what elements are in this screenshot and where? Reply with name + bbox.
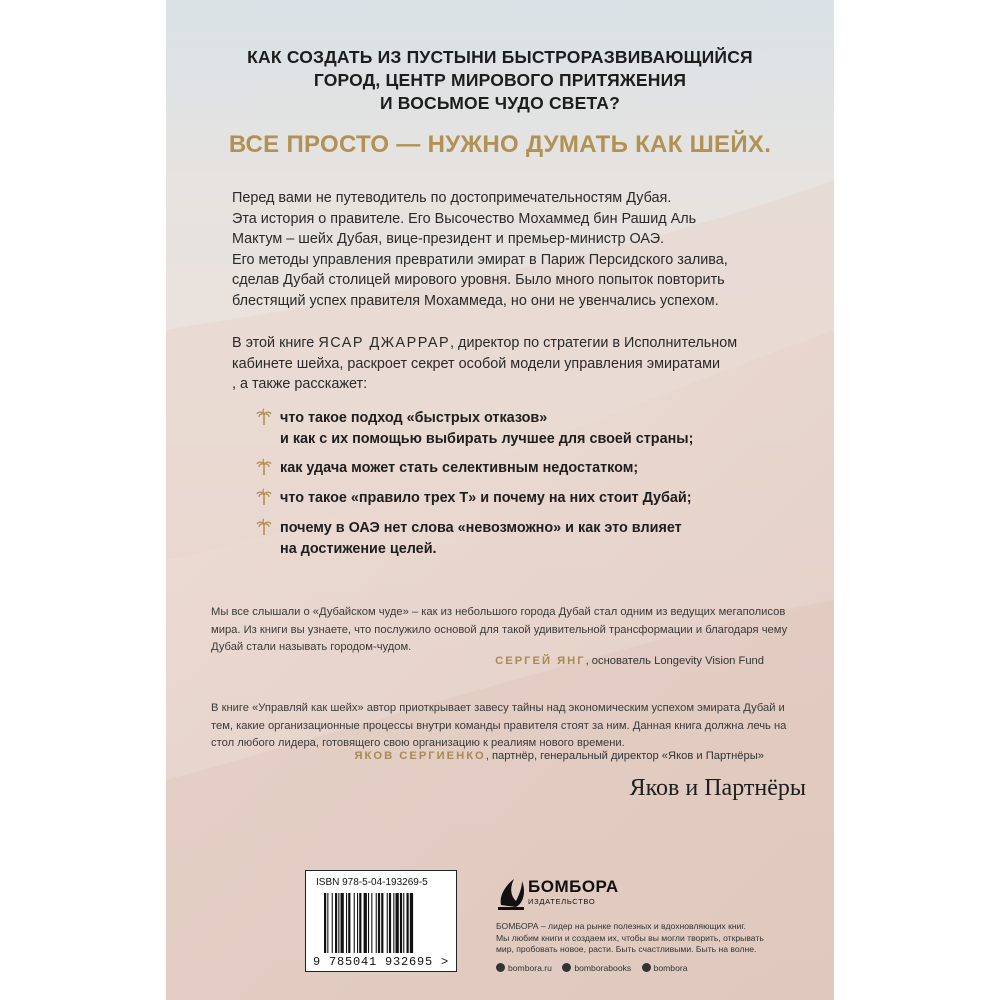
headline-line: КАК СОЗДАТЬ ИЗ ПУСТЫНИ БЫСТРОРАЗВИВАЮЩИЙСЯ [247,47,753,67]
publisher-socials [496,962,688,973]
palm-tree-icon [256,488,272,506]
publisher-line: Мы любим книги и создаем их, чтобы вы могли творить, открывать [496,932,764,943]
bombora-logo-icon [496,873,526,911]
headline-line: И ВОСЬМОЕ ЧУДО СВЕТА? [379,93,621,113]
publisher-line: мир, пробовать новое, расти. Быть счастливыми. Быть на волне. [496,944,757,954]
bullet-text: как удача может стать селективным недостатком; [280,460,639,476]
headline-question [166,46,834,115]
publisher-line: БОМБОРА – лидер на рынке полезных и вдохновляющих книг. [496,921,746,931]
reviewer-role: , партнёр, генеральный директор «Яков и Партнёры» [485,750,764,762]
intro-line: блестящий успех правителя Мохаммеда, но они не увенчались успехом. [232,292,719,309]
intro-line: Мактум – шейх Дубая, вице-президент и премьер-министр ОАЭ. [232,231,665,247]
intro-line: , а также расскажет: [232,376,368,392]
author-name: ЯСАР ДЖАРРАР [318,335,451,351]
review-line: Мы все слышали о «Дубайском чуде» – как из небольшого города Дубай стал одним из ведущих мегаполисов [211,606,786,618]
publisher-subtitle: ИЗДАТЕЛЬСТВО [528,897,596,906]
review-line: Дубай стали называть городом-чудом. [211,641,412,653]
review-line: мира. Из книги вы узнаете, что послужило основой для такой удивительной трансформации и благодаря чему [211,623,788,636]
intro-line: Его методы управления превратили эмират в Париж Персидского залива, [232,251,728,268]
palm-tree-icon [256,518,272,536]
reviewer-name: СЕРГЕЙ ЯНГ [495,655,586,667]
social-link[interactable]: bomborabooks [574,962,632,973]
review-line: стол любого лидера, готовящего свою организацию к реалиям нового времени. [211,737,625,749]
review-line: В книге «Управляй как шейх» автор приоткрывает завесу тайны над экономическим успехом эмирата Дубай и [211,702,785,714]
publisher-description [496,921,764,956]
isbn-barcode-box [305,870,457,972]
palm-tree-icon [256,458,272,476]
bullet-text: и как с их помощью выбирать лучшее для своей страны; [280,431,694,447]
review-quote-2 [211,700,801,753]
review-quote-1 [211,604,801,657]
web-icon [496,963,505,972]
book-back-cover [166,0,834,1000]
reviewer-name: ЯКОВ СЕРГИЕНКО [354,750,486,762]
headline-line: ГОРОД, ЦЕНТР МИРОВОГО ПРИТЯЖЕНИЯ [313,70,687,90]
headline-answer: ВСЕ ПРОСТО — НУЖНО ДУМАТЬ КАК ШЕЙХ. [228,131,772,158]
isbn-digits: 9 785041 932695 > [312,955,450,969]
intro-line [232,333,792,354]
intro-paragraph [232,188,792,311]
intro-author-paragraph [232,333,792,395]
bullet-text: что такое «правило трех Т» и почему на них стоит Дубай; [280,490,692,506]
social-link[interactable]: bombora [653,962,688,973]
intro-prefix: В этой книге [232,335,319,351]
review-signature-1 [495,655,764,667]
bullet-text: что такое подход «быстрых отказов» [280,410,548,426]
barcode [324,893,446,953]
bullet-text: на достижение целей. [280,541,437,557]
intro-line: сделав Дубай столицей мирового уровня. Было много попыток повторить [232,272,725,288]
publisher-name: БОМБОРА [528,877,619,896]
partners-logo: Яков и Партнёры [629,775,806,801]
review-line: тем, какие организационные процессы внутри команды правителя стоят за ним. Данная книга должна лечь на [211,719,787,732]
vk-icon [562,963,571,972]
intro-line: Перед вами не путеводитель по достопримечательностям Дубая. [232,190,672,206]
reviewer-role: , основатель Longevity Vision Fund [585,655,764,667]
social-link[interactable]: bombora.ru [508,962,552,973]
telegram-icon [642,963,651,972]
palm-tree-icon [256,408,272,426]
intro-line: Эта история о правителе. Его Высочество Мохаммед бин Рашид Аль [232,210,697,227]
bullet-text: почему в ОАЭ нет слова «невозможно» и как это влияет [280,520,682,536]
isbn-label: ISBN 978-5-04-193269-5 [316,877,428,888]
review-signature-2 [355,750,764,762]
intro-line: кабинете шейха, раскроет секрет особой модели управления эмиратами [232,355,721,372]
intro-rest: , директор по стратегии в Исполнительном [450,335,738,351]
